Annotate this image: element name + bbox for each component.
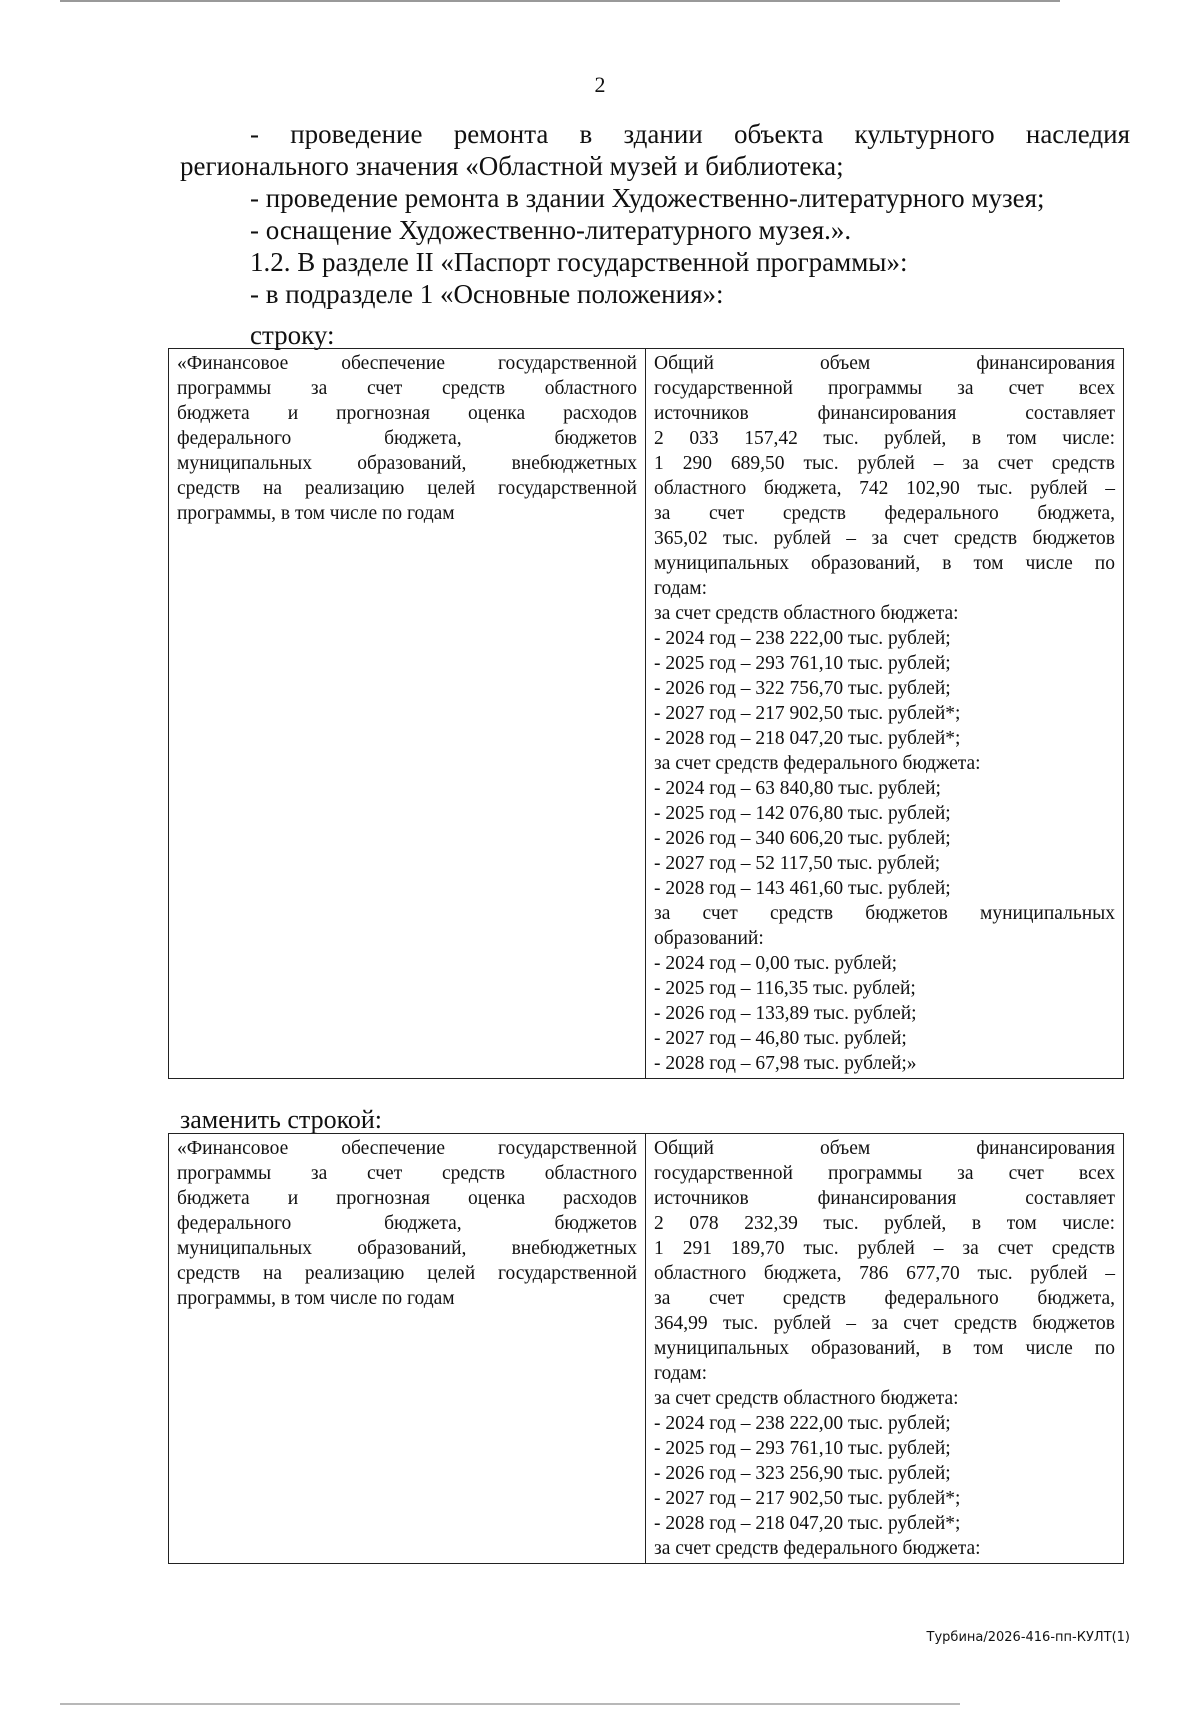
page-number: 2 xyxy=(594,72,606,97)
cell-text-line: федерального бюджета, бюджетов xyxy=(177,1213,637,1234)
cell-text-line: - 2025 год – 142 076,80 тыс. рублей; xyxy=(654,803,951,824)
cell-text-line: бюджета и прогнозная оценка расходов xyxy=(177,1188,637,1209)
cell-text-line: государственной программы за счет всех xyxy=(654,378,1115,399)
old-right-text xyxy=(654,351,1115,1076)
cell-text-line: областного бюджета, 742 102,90 тыс. рублей – xyxy=(654,478,1115,499)
cell-text-line: - 2028 год – 218 047,20 тыс. рублей*; xyxy=(654,728,961,749)
table-old-row xyxy=(168,348,1124,1079)
cell-text-line: - 2026 год – 133,89 тыс. рублей; xyxy=(654,1003,917,1024)
cell-text-line: - 2027 год – 46,80 тыс. рублей; xyxy=(654,1028,907,1049)
cell-text-line: муниципальных образований, в том числе по xyxy=(654,1338,1115,1359)
cell-text-line: - 2026 год – 340 606,20 тыс. рублей; xyxy=(654,828,951,849)
cell-text-line: - 2024 год – 0,00 тыс. рублей; xyxy=(654,953,898,974)
cell-text-line: программы за счет средств областного xyxy=(177,1163,637,1184)
cell-text-line: - 2028 год – 218 047,20 тыс. рублей*; xyxy=(654,1513,961,1534)
cell-text-line: - 2025 год – 116,35 тыс. рублей; xyxy=(654,978,916,999)
cell-text-line: областного бюджета, 786 677,70 тыс. рублей – xyxy=(654,1263,1115,1284)
intro-line-6: - в подразделе 1 «Основные положения»: xyxy=(250,279,724,309)
cell-text-line: за счет средств федерального бюджета, xyxy=(654,1288,1115,1309)
cell-text-line: муниципальных образований, внебюджетных xyxy=(177,1238,637,1259)
cell-text-line: годам: xyxy=(654,1363,708,1384)
old-right-cell xyxy=(646,349,1124,1079)
cell-text-line: 2 078 232,39 тыс. рублей, в том числе: xyxy=(654,1213,1115,1234)
intro-line-2: регионального значения «Областной музей и библиотека; xyxy=(180,151,844,181)
cell-text-line: - 2028 год – 143 461,60 тыс. рублей; xyxy=(654,878,951,899)
cell-text-line: муниципальных образований, внебюджетных xyxy=(177,453,637,474)
cell-text-line: за счет средств областного бюджета: xyxy=(654,603,959,624)
intro-line-4: - оснащение Художественно-литературного музея.». xyxy=(250,215,852,245)
scan-artifact-top xyxy=(60,0,1060,2)
cell-text-line: Общий объем финансирования xyxy=(654,1138,1115,1159)
cell-text-line: образований: xyxy=(654,928,764,949)
cell-text-line: Общий объем финансирования xyxy=(654,353,1115,374)
new-left-cell xyxy=(169,1134,646,1564)
cell-text-line: 364,99 тыс. рублей – за счет средств бюджетов xyxy=(654,1313,1115,1334)
intro-line-3: - проведение ремонта в здании Художественно-литературного музея; xyxy=(250,183,1045,213)
footer-document-code: Турбина/2026-416-пп-КУЛТ(1) xyxy=(926,1630,1130,1645)
cell-text-line: - 2028 год – 67,98 тыс. рублей;» xyxy=(654,1053,917,1074)
table-row xyxy=(169,1134,1124,1564)
intro-line-1: - проведение ремонта в здании объекта культурного наследия xyxy=(250,119,1130,149)
cell-text-line: - 2026 год – 322 756,70 тыс. рублей; xyxy=(654,678,951,699)
cell-text-line: - 2027 год – 217 902,50 тыс. рублей*; xyxy=(654,1488,961,1509)
cell-text-line: государственной программы за счет всех xyxy=(654,1163,1115,1184)
intro-text xyxy=(180,118,1130,310)
cell-text-line: средств на реализацию целей государственной xyxy=(177,1263,637,1284)
cell-text-line: за счет средств бюджетов муниципальных xyxy=(654,903,1115,924)
cell-text-line: за счет средств областного бюджета: xyxy=(654,1388,959,1409)
cell-text-line: - 2025 год – 293 761,10 тыс. рублей; xyxy=(654,653,951,674)
table-new-row xyxy=(168,1133,1124,1564)
table-row xyxy=(169,349,1124,1079)
old-left-text xyxy=(177,351,637,526)
cell-text-line: федерального бюджета, бюджетов xyxy=(177,428,637,449)
replace-label: заменить строкой: xyxy=(180,1105,383,1134)
cell-text-line: - 2027 год – 52 117,50 тыс. рублей; xyxy=(654,853,941,874)
cell-text-line: источников финансирования составляет xyxy=(654,403,1115,424)
cell-text-line: годам: xyxy=(654,578,708,599)
old-left-cell xyxy=(169,349,646,1079)
cell-text-line: 2 033 157,42 тыс. рублей, в том числе: xyxy=(654,428,1115,449)
cell-text-line: «Финансовое обеспечение государственной xyxy=(177,353,637,374)
cell-text-line: программы, в том числе по годам xyxy=(177,1288,455,1309)
intro-line-7: строку: xyxy=(250,320,335,350)
new-right-text xyxy=(654,1136,1115,1561)
cell-text-line: источников финансирования составляет xyxy=(654,1188,1115,1209)
cell-text-line: 1 291 189,70 тыс. рублей – за счет средств xyxy=(654,1238,1115,1259)
cell-text-line: средств на реализацию целей государственной xyxy=(177,478,637,499)
cell-text-line: - 2027 год – 217 902,50 тыс. рублей*; xyxy=(654,703,961,724)
cell-text-line: за счет средств федерального бюджета: xyxy=(654,1538,981,1559)
cell-text-line: «Финансовое обеспечение государственной xyxy=(177,1138,637,1159)
cell-text-line: - 2025 год – 293 761,10 тыс. рублей; xyxy=(654,1438,951,1459)
cell-text-line: программы, в том числе по годам xyxy=(177,503,455,524)
cell-text-line: за счет средств федерального бюджета: xyxy=(654,753,981,774)
scan-artifact-bottom xyxy=(60,1703,960,1705)
cell-text-line: программы за счет средств областного xyxy=(177,378,637,399)
cell-text-line: за счет средств федерального бюджета, xyxy=(654,503,1115,524)
cell-text-line: - 2024 год – 63 840,80 тыс. рублей; xyxy=(654,778,941,799)
new-right-cell xyxy=(646,1134,1124,1564)
cell-text-line: - 2026 год – 323 256,90 тыс. рублей; xyxy=(654,1463,951,1484)
cell-text-line: - 2024 год – 238 222,00 тыс. рублей; xyxy=(654,1413,951,1434)
new-left-text xyxy=(177,1136,637,1311)
intro-line-5: 1.2. В разделе II «Паспорт государственной программы»: xyxy=(250,247,908,277)
cell-text-line: - 2024 год – 238 222,00 тыс. рублей; xyxy=(654,628,951,649)
cell-text-line: 1 290 689,50 тыс. рублей – за счет средств xyxy=(654,453,1115,474)
cell-text-line: бюджета и прогнозная оценка расходов xyxy=(177,403,637,424)
cell-text-line: муниципальных образований, в том числе по xyxy=(654,553,1115,574)
cell-text-line: 365,02 тыс. рублей – за счет средств бюджетов xyxy=(654,528,1115,549)
